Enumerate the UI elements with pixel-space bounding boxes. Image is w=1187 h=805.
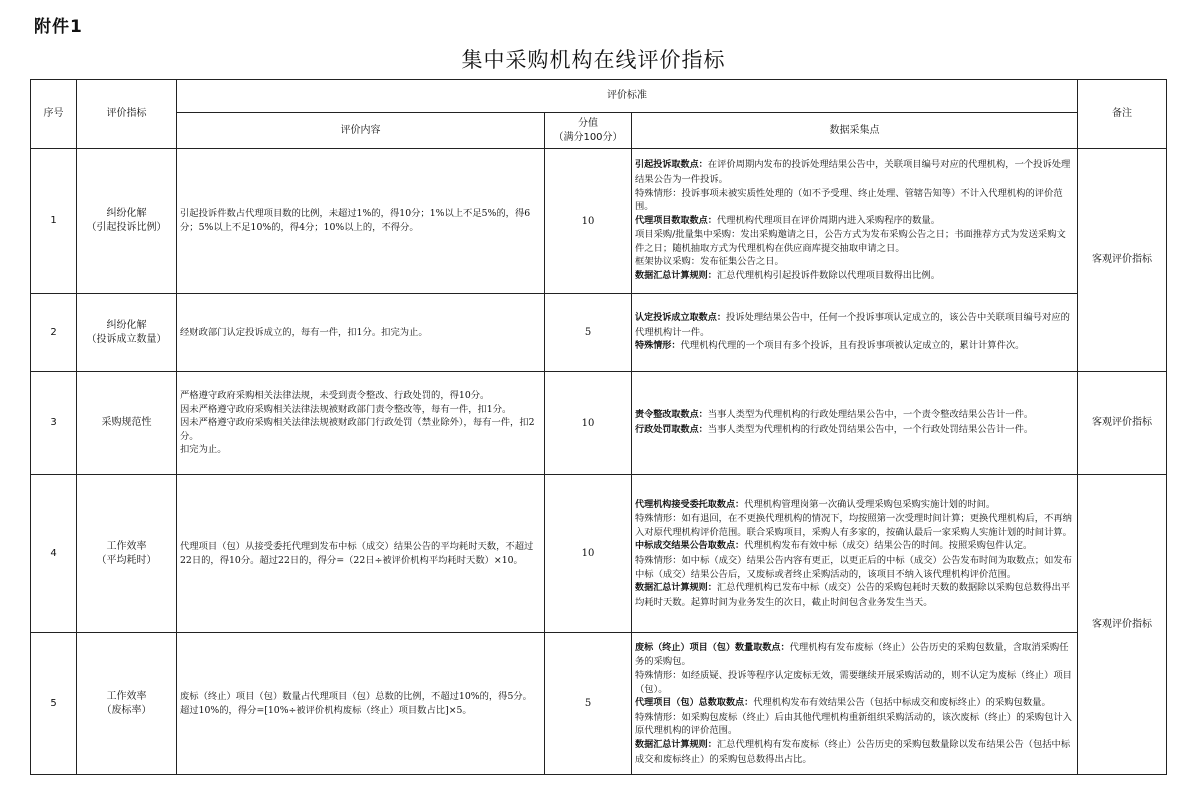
page-title: 集中采购机构在线评价指标 <box>461 48 726 72</box>
indicator-line2: （废标率） <box>101 704 152 716</box>
header-indicator: 评价指标 <box>77 80 177 149</box>
indicator-line1: 纠纷化解 <box>106 208 147 219</box>
data-value: 代理机构代理的一个项目有多个投诉，且有投诉事项被认定成立的，累计计算件次。 <box>680 340 1025 352</box>
data-key: 中标成交结果公告取数点： <box>635 541 745 552</box>
indicator-line2: （平均耗时） <box>96 554 157 566</box>
data-key: 特殊情形： <box>635 341 681 352</box>
data-value: 特殊情形：如采购包废标（终止）后由其他代理机构重新组织采购活动的，该次废标（终止）的采购包计入原代理机构的评价范围。 <box>635 711 1072 737</box>
data-value: 汇总代理机构有发布废标（终止）公告历史的采购包数量除以发布结果公告（包括中标成交和废标终止）的采购包总数得出占比。 <box>635 738 1071 765</box>
row-data-points <box>632 475 1078 633</box>
content-line: 扣完为止。 <box>180 444 227 456</box>
header-no: 序号 <box>31 80 77 149</box>
data-line <box>635 339 1074 354</box>
data-key: 认定投诉成立取数点： <box>635 313 726 324</box>
data-key: 责令整改取数点： <box>635 410 708 421</box>
data-line <box>635 187 1074 214</box>
data-key: 代理项目数取数点： <box>635 215 717 226</box>
data-key: 代理项目（包）总数取数点： <box>635 698 754 709</box>
data-line <box>635 539 1074 554</box>
data-value: 特殊情形：如中标（成交）结果公告内容有更正，以更正后的中标（成交）公告发布时间为取数点；如发布中标（成交）结果公告后，又废标或者终止采购活动的，该项目不纳入该代理机构评价范围。 <box>635 555 1072 580</box>
data-value: 代理机构发布有效中标（成交）结果公告的时间。按照采购包件认定。 <box>744 540 1033 552</box>
data-line <box>635 512 1074 539</box>
data-key: 引起投诉取数点： <box>635 160 708 171</box>
row-no: 5 <box>31 633 77 775</box>
row-content <box>177 294 545 372</box>
content-line: 因未严格遵守政府采购相关法律法规被财政部门责令整改等，每有一件，扣1分。 <box>180 403 512 415</box>
data-line <box>635 214 1074 229</box>
row-indicator <box>77 372 177 475</box>
content-line: 严格遵守政府采购相关法律法规，未受到责令整改、行政处罚的，得10分。 <box>180 390 490 402</box>
data-value: 汇总代理机构引起投诉件数除以代理项目数得出比例。 <box>716 270 940 282</box>
content-line: 经财政部门认定投诉成立的，每有一件，扣1分。扣完为止。 <box>180 326 428 338</box>
data-line <box>635 423 1074 438</box>
row-remark: 客观评价指标 <box>1078 475 1167 775</box>
row-score: 5 <box>545 294 632 372</box>
attachment-label: 附件1 <box>34 17 83 37</box>
data-line <box>635 228 1074 255</box>
row-remark: 客观评价指标 <box>1078 372 1167 475</box>
data-line <box>635 554 1074 581</box>
indicator-line1: 工作效率 <box>106 540 147 552</box>
header-score <box>545 113 632 149</box>
row-score: 10 <box>545 475 632 633</box>
header-data-points: 数据采集点 <box>632 113 1078 149</box>
data-value: 代理机构发布有效结果公告（包括中标成交和废标终止）的采购包数量。 <box>753 697 1051 709</box>
data-line <box>635 269 1074 284</box>
row-no: 3 <box>31 372 77 475</box>
data-key: 行政处罚取数点： <box>635 425 708 435</box>
data-value: 代理机构代理项目在评价周期内进入采购程序的数量。 <box>716 214 940 226</box>
header-score-line1: 分值 <box>578 117 598 129</box>
indicator-line2: （投诉成立数量） <box>86 333 167 345</box>
row-content <box>177 372 545 475</box>
row-data-points <box>632 149 1078 294</box>
evaluation-table <box>30 79 1167 775</box>
data-line <box>635 696 1074 711</box>
table-row <box>31 294 1167 372</box>
row-content <box>177 475 545 633</box>
data-value: 汇总代理机构已发布中标（成交）公告的采购包耗时天数的数据除以采购包总数得出平均耗时天数。起算时间为业务发生的次日，截止时间包含业务发生当天。 <box>635 582 1071 608</box>
data-line <box>635 408 1074 423</box>
row-content <box>177 149 545 294</box>
data-line <box>635 255 1074 269</box>
header-standard: 评价标准 <box>177 80 1078 113</box>
content-line: 代理项目（包）从接受委托代理到发布中标（成交）结果公告的平均耗时天数，不超过22日的，得10分。超过22日的，得分=（22日÷被评价机构平均耗时天数）×10。 <box>180 540 534 566</box>
data-key: 代理机构接受委托取数点： <box>635 499 745 510</box>
row-indicator <box>77 475 177 633</box>
indicator-line2: （引起投诉比例） <box>86 222 167 233</box>
row-no: 1 <box>31 149 77 294</box>
row-remark: 客观评价指标 <box>1078 149 1167 372</box>
data-value: 项目采购/批量集中采购：发出采购邀请之日，公告方式为发布采购公告之日；书面推荐方式为发送采购文件之日；随机抽取方式为代理机构在供应商库提交抽取申请之日。 <box>635 229 1066 254</box>
indicator-line1: 工作效率 <box>106 690 147 702</box>
row-score: 5 <box>545 633 632 775</box>
data-value: 代理机构管理岗第一次确认受理采购包采购实施计划的时间。 <box>744 498 996 510</box>
table-row <box>31 633 1167 775</box>
row-score: 10 <box>545 372 632 475</box>
content-line: 废标（终止）项目（包）数量占代理项目（包）总数的比例，不超过10%的，得5分。超过10%的，得分=[10%÷被评价机构废标（终止）项目数占比]×5。 <box>180 690 532 716</box>
row-data-points <box>632 372 1078 475</box>
data-line <box>635 641 1074 669</box>
table-row <box>31 149 1167 294</box>
header-content: 评价内容 <box>177 113 545 149</box>
header-score-line2: （满分100分） <box>553 131 623 143</box>
data-line <box>635 738 1074 766</box>
data-value: 在评价周期内发布的投诉处理结果公告中，关联项目编号对应的代理机构，一个投诉处理结果公告为一件投诉。 <box>635 159 1071 185</box>
row-content <box>177 633 545 775</box>
data-value: 投诉处理结果公告中，任何一个投诉事项认定成立的，该公告中关联项目编号对应的代理机构计一件。 <box>635 312 1070 338</box>
row-indicator <box>77 633 177 775</box>
indicator-line1: 纠纷化解 <box>106 319 147 331</box>
row-data-points <box>632 633 1078 775</box>
data-line <box>635 669 1074 696</box>
header-remark: 备注 <box>1078 80 1167 149</box>
content-line: 引起投诉件数占代理项目数的比例，未超过1%的，得10分；1%以上不足5%的，得6分；5%以上不足10%的，得4分；10%以上的，不得分。 <box>180 208 531 233</box>
data-key: 数据汇总计算规则： <box>635 583 717 594</box>
data-line <box>635 311 1074 339</box>
data-line <box>635 498 1074 513</box>
data-value: 代理机构有发布废标（终止）公告历史的采购包数量，含取消采购任务的采购包。 <box>635 641 1069 668</box>
data-key: 废标（终止）项目（包）数量取数点： <box>635 642 790 653</box>
data-value: 特殊情形：如有退回，在不更换代理机构的情况下，均按照第一次受理时间计算；更换代理机构后，不再纳入对原代理机构评价范围。联合采购项目，采购人有多家的，按确认最后一家采购人实施计划的时间计算。 <box>635 513 1072 538</box>
indicator-line1: 采购规范性 <box>101 417 152 428</box>
row-data-points <box>632 294 1078 372</box>
data-key: 数据汇总计算规则： <box>635 271 717 282</box>
table-row <box>31 475 1167 633</box>
row-no: 4 <box>31 475 77 633</box>
row-indicator <box>77 294 177 372</box>
data-line <box>635 711 1074 738</box>
data-line <box>635 158 1074 186</box>
data-value: 特殊情形：如经质疑、投诉等程序认定废标无效，需要继续开展采购活动的，则不认定为废标（终止）项目（包）。 <box>635 670 1072 695</box>
data-key: 数据汇总计算规则： <box>635 739 717 750</box>
data-value: 特殊情形：投诉事项未被实质性处理的（如不予受理、终止处理、管辖告知等）不计入代理机构的评价范围。 <box>635 187 1063 213</box>
content-line: 因未严格遵守政府采购相关法律法规被财政部门行政处罚（禁业除外），每有一件，扣2分。 <box>180 417 535 442</box>
data-value: 当事人类型为代理机构的行政处罚结果公告中，一个行政处罚结果公告计一件。 <box>707 424 1034 435</box>
data-value: 框架协议采购：发布征集公告之日。 <box>635 256 784 268</box>
row-score: 10 <box>545 149 632 294</box>
row-indicator <box>77 149 177 294</box>
data-value: 当事人类型为代理机构的行政处理结果公告中，一个责令整改结果公告计一件。 <box>707 409 1034 421</box>
row-no: 2 <box>31 294 77 372</box>
data-line <box>635 581 1074 609</box>
table-row <box>31 372 1167 475</box>
